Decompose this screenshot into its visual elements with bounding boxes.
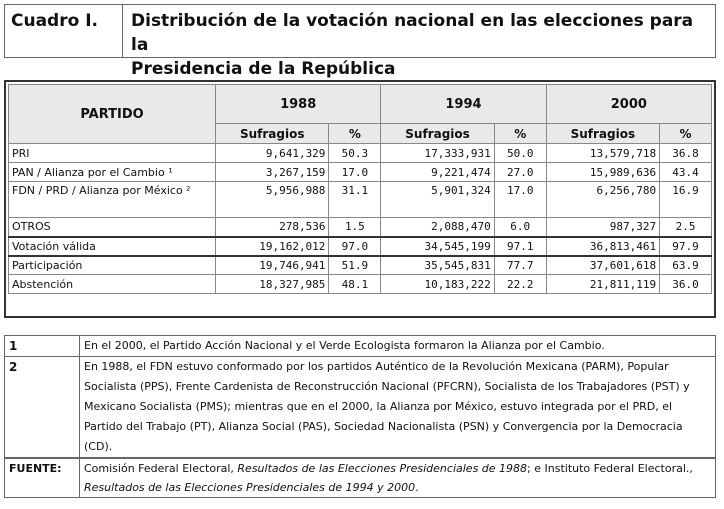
caption-title-line-2: Presidencia de la República [131,59,396,79]
pct-cell: 63.9 [660,256,712,275]
source-part-1: Comisión Federal Electoral, [84,462,238,475]
votes-cell: 9,221,474 [381,163,494,182]
votes-subheader: Sufragios [381,124,494,144]
source-part-2: ; e Instituto Federal Electoral., [527,462,693,475]
table-row [9,237,712,256]
votes-cell: 21,811,119 [546,275,659,294]
pct-cell: 36.0 [660,275,712,294]
votes-cell: 35,545,831 [381,256,494,275]
votes-cell: 9,641,329 [216,144,329,163]
votes-subheader: Sufragios [546,124,659,144]
year-header-2000: 2000 [546,85,711,124]
votes-table-frame [4,80,716,318]
table-row [9,218,712,237]
party-cell: Abstención [9,275,216,294]
table-row [9,163,712,182]
pct-cell: 48.1 [329,275,381,294]
pct-cell: 97.0 [329,237,381,256]
source-title-1994-2000: Resultados de las Elecciones Presidenciales de 1994 y 2000 [84,481,416,494]
source-row [5,459,716,498]
source-title-1988: Resultados de las Elecciones Presidenciales de 1988 [237,462,528,475]
votes-cell: 19,746,941 [216,256,329,275]
votes-cell: 18,327,985 [216,275,329,294]
year-header-1994: 1994 [381,85,546,124]
votes-cell: 15,989,636 [546,163,659,182]
party-cell: Votación válida [9,237,216,256]
votes-cell: 10,183,222 [381,275,494,294]
votes-cell: 278,536 [216,218,329,237]
pct-cell: 1.5 [329,218,381,237]
pct-cell: 6.0 [494,218,546,237]
footnote-number: 1 [5,336,80,357]
votes-cell: 6,256,780 [546,182,659,218]
footnote-text: En 1988, el FDN estuvo conformado por los partidos Auténtico de la Revolución Mexicana (PARM), Popular Socialista (PPS), Frente Cardenista de Reconstrucción Nacional (PFCRN), Socialista de los Trabajadores (PST) y Mexicano Socialista (PMS); mientras que en el 2000, la Alianza por México, estuvo integrada por el PRD, el Partido del Trabajo (PT), Alianza Social (PAS), Sociedad Nacionalista (PSN) y Convergencia por la Democracia (CD). [80,357,716,458]
votes-cell: 5,901,324 [381,182,494,218]
pct-cell: 43.4 [660,163,712,182]
table-row [9,275,712,294]
table-row [9,256,712,275]
footnotes-table [4,335,716,458]
pct-subheader: % [494,124,546,144]
caption-title [123,5,715,79]
source-text [80,459,716,498]
votes-cell: 17,333,931 [381,144,494,163]
table-row [9,144,712,163]
pct-cell: 77.7 [494,256,546,275]
votes-cell: 37,601,618 [546,256,659,275]
pct-cell: 51.9 [329,256,381,275]
votes-subheader: Sufragios [216,124,329,144]
pct-cell: 97.9 [660,237,712,256]
votes-table [8,84,712,294]
pct-cell: 27.0 [494,163,546,182]
footnote-row [5,336,716,357]
party-cell: Participación [9,256,216,275]
year-header-1988: 1988 [216,85,381,124]
party-cell: PRI [9,144,216,163]
votes-cell: 13,579,718 [546,144,659,163]
table-caption [4,4,716,79]
pct-cell: 17.0 [494,182,546,218]
pct-cell: 22.2 [494,275,546,294]
pct-cell: 50.0 [494,144,546,163]
votes-cell: 987,327 [546,218,659,237]
pct-cell: 97.1 [494,237,546,256]
footnote-row [5,357,716,458]
pct-cell: 36.8 [660,144,712,163]
votes-cell: 19,162,012 [216,237,329,256]
source-label: FUENTE: [5,459,80,498]
footnote-text: En el 2000, el Partido Acción Nacional y el Verde Ecologista formaron la Alianza por el Cambio. [80,336,716,357]
party-cell: OTROS [9,218,216,237]
votes-cell: 34,545,199 [381,237,494,256]
votes-cell: 3,267,159 [216,163,329,182]
pct-subheader: % [329,124,381,144]
party-cell: PAN / Alianza por el Cambio ¹ [9,163,216,182]
source-part-3: . [415,481,419,494]
caption-label: Cuadro I. [5,5,123,57]
table-row [9,182,712,218]
source-table [4,458,716,498]
pct-cell: 50.3 [329,144,381,163]
votes-cell: 36,813,461 [546,237,659,256]
votes-cell: 2,088,470 [381,218,494,237]
footnote-number: 2 [5,357,80,458]
pct-cell: 17.0 [329,163,381,182]
pct-subheader: % [660,124,712,144]
pct-cell: 2.5 [660,218,712,237]
pct-cell: 31.1 [329,182,381,218]
party-header: PARTIDO [9,85,216,144]
caption-title-line-1: Distribución de la votación nacional en las elecciones para la [131,11,694,55]
pct-cell: 16.9 [660,182,712,218]
party-cell: FDN / PRD / Alianza por México ² [9,182,216,218]
votes-cell: 5,956,988 [216,182,329,218]
